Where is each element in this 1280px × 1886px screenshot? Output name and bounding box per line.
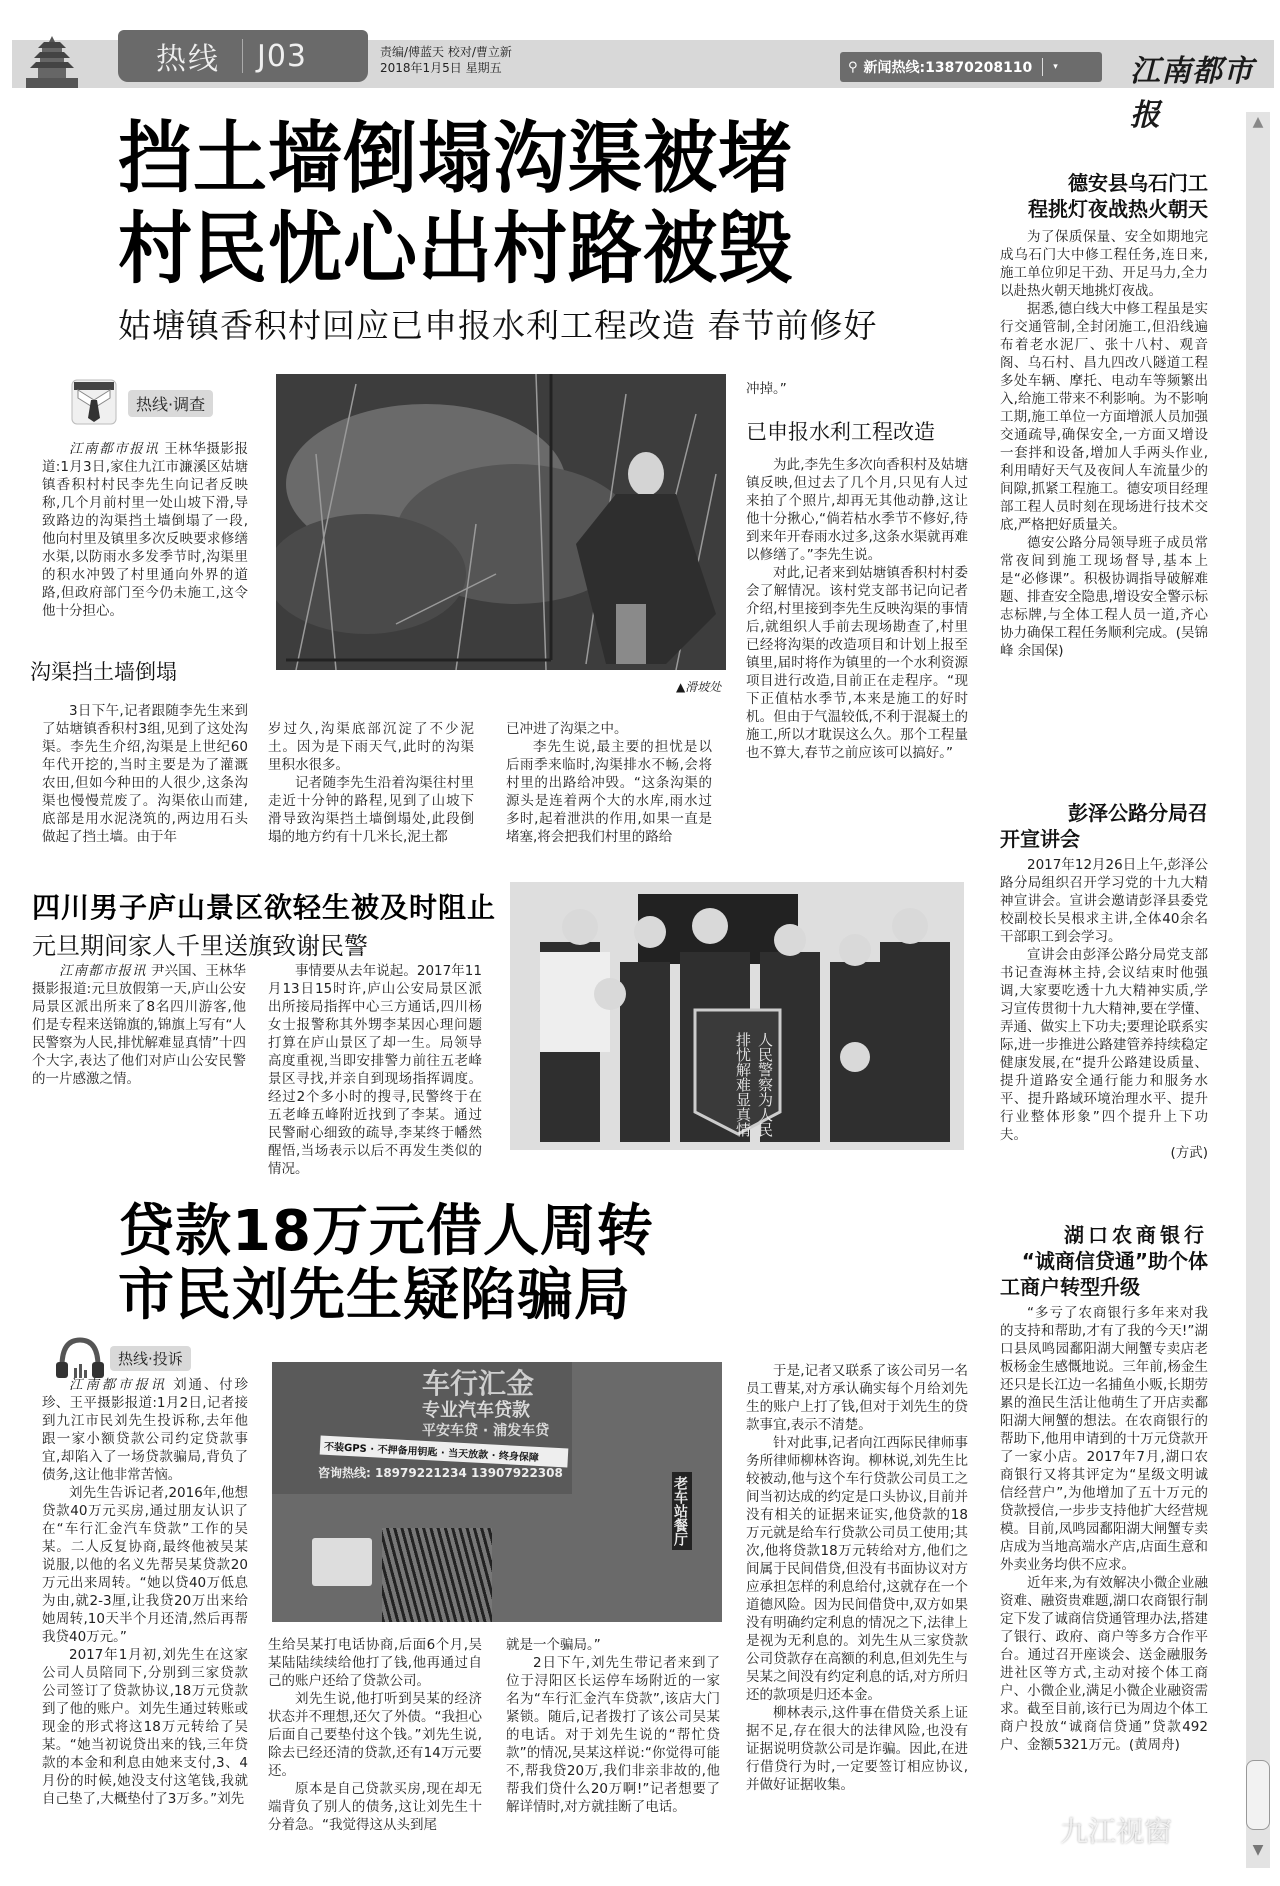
story2-para: 事情要从去年说起。2017年11月13日15时许,庐山公安局景区派出所接局指挥中心三方通话,四川杨女士报警称其外甥李某因心理问题打算在庐山景区了却一生。局领导高度重视,当即安排警力前往五老峰景区寻找,并亲自到现场指挥调度。经过2个多小时的搜寻,民警终于在五老峰五峰附近找到了李某。通过民警耐心细致的疏导,李某终于幡然醒悟,当场表示以后不再发生类似的情况。 — [268, 963, 482, 1177]
story1-para: 对此,记者来到姑塘镇香积村村委会了解情况。该村党支部书记向记者介绍,村里接到李先生反映沟渠的事情后,就组织人手前去现场勘查了,村里已经将沟渠的改造项目和计划上报至镇里,届时将作为镇里的一个水利资源项目进行改造,目前正在走程序。“现下正值枯水季节,本来是施工的好时机。但由于气温较低,不利于混凝土的施工,所以才耽误这么久。那个工程量也不算大,春节之前应该可以搞好。” — [746, 565, 968, 761]
sidebar-story3-title — [1000, 1222, 1208, 1300]
story1-col1 — [42, 702, 248, 846]
story2-subheadline: 元旦期间家人千里送旗致谢民警 — [32, 932, 368, 960]
story1-subheadline: 姑塘镇香积村回应已申报水利工程改造 春节前修好 — [118, 306, 878, 345]
newspaper-logo: 江南都市报 — [1130, 54, 1254, 133]
watermark: 九江视窗 — [1060, 1815, 1173, 1848]
sidebar-para: 为了保质保量、安全如期地完成乌石门大中修工程任务,连日来,施工单位卯足干劲、开足马力,全力以赴热火朝天地挑灯夜战。 — [1000, 229, 1208, 299]
sidebar-story1-body — [1000, 228, 1208, 660]
landslide-photo-graphic — [276, 374, 726, 670]
story1-lead-text: 王林华摄影报道:1月3日,家住九江市濂溪区姑塘镇香积村村民李先生向记者反映称,几个月前村里一处山坡下滑,导致路边的沟渠挡土墙倒塌了一段,他向村里及镇里多次反映要求修缮水渠,以防雨水多发季节时,沟渠里的积水冲毁了村里通向外界的道路,但政府部门至今仍未施工,这令他十分担心。 — [42, 441, 249, 619]
sidebar-story3-body — [1000, 1304, 1208, 1754]
sidebar-para: 德安公路分局领导班子成员常常夜间到施工现场督导,基本上是“必修课”。积极协调指导破解难题、排查安全隐患,增设安全警示标志标牌,与全体工程人员一道,齐心协力确保工程任务顺利完成。(吴锦峰 余国保) — [1000, 535, 1208, 659]
ac-unit — [312, 1538, 372, 1586]
story3-para: 针对此事,记者向江西际民律师事务所律师柳林咨询。柳林说,刘先生比较被动,他与这个车行贷款公司员工之间当初达成的约定是口头协议,目前并没有相关的证据来证实,他贷款的18万元就是给车行贷款公司员工使用;其次,他将贷款18万元转给对方,他们之间属于民间借贷,但没有书面协议对方应承担怎样的利息给付,这就存在一个道德风险。因为民间借贷中,双方如果没有明确约定利息的情况之下,法律上是视为无利息的。刘先生从三家贷款公司贷款存在高额的利息,但刘先生与吴某之间没有约定利息的话,对方所归还的款项是归还本金。 — [746, 1435, 968, 1703]
story3-para: 2日下午,刘先生带记者来到了位于浔阳区长运停车场附近的一家名为“车行汇金汽车贷款”,该店大门紧锁。随后,记者拨打了该公司吴某的电话。对于刘先生说的“帮忙贷款”的情况,吴某这样说:“你觉得可能不,帮我贷20万,我们非亲非故的,他帮我们贷什么20万啊!”记者想要了解详情时,对方就挂断了电话。 — [506, 1655, 720, 1815]
section-tab[interactable] — [118, 30, 368, 82]
story3-para: 柳林表示,这件事在借贷关系上证据不足,存在很大的法律风险,也没有证据说明贷款公司是诈骗。因此,在进行借贷行为时,一定要签订相应协议,并做好证据收集。 — [746, 1705, 968, 1793]
story3-col1 — [42, 1376, 248, 1808]
story1-headline-line2: 村民忧心出村路被毁 — [118, 204, 793, 295]
story1-section2-title: 已申报水利工程改造 — [746, 420, 935, 444]
story3-category-badge: 热线·投诉 — [110, 1346, 191, 1371]
story3-col4 — [746, 1362, 968, 1794]
story1-para: 已冲进了沟渠之中。 — [506, 721, 628, 737]
sign-phone: 咨询热线: 18979221234 13907922308 — [318, 1466, 563, 1480]
sign-line2: 平安车贷 · 浦发车贷 — [422, 1423, 550, 1439]
scroll-up-icon[interactable]: ▲ — [1252, 114, 1264, 130]
story1-byline: 江南都市报讯 — [69, 441, 160, 457]
story1-lead — [42, 440, 248, 620]
story1-headline — [118, 114, 793, 295]
story1-section1-title: 沟渠挡土墙倒塌 — [30, 660, 177, 684]
sidebar-para: “多亏了农商银行多年来对我的支持和帮助,才有了我的今天!”湖口县凤鸣园鄱阳湖大闸蟹专卖店老板杨金生感慨地说。三年前,杨金生还只是长江边一名捕鱼小贩,长期劳累的渔民生活让他萌生了开店卖鄱阳湖大闸蟹的想法。在农商银行的帮助下,他用申请到的十万元贷款开了一家小店。2017年7月,湖口农商银行又将其评定为“星级文明诚信经营户”,为他增加了五十万元的贷款授信,一步步支持他扩大经营规模。目前,凤鸣园鄱阳湖大闸蟹专卖店成为当地高端水产店,店面生意和外卖业务均供不应求。 — [1000, 1305, 1208, 1573]
sign-brand: 车行汇金 — [422, 1367, 535, 1400]
sign-line1: 专业汽车贷款 — [422, 1400, 530, 1421]
story3-para: 原本是自己贷款买房,现在却无端背负了别人的债务,这让刘先生十分着急。“我觉得这从头到尾 — [268, 1781, 482, 1833]
section-name: 热线 — [156, 42, 220, 77]
story1-col3 — [506, 720, 712, 846]
story1-col4-body — [746, 456, 968, 762]
scroll-down-icon[interactable]: ▼ — [1252, 1842, 1264, 1858]
security-gate — [382, 1528, 492, 1622]
headphones-icon — [54, 1336, 106, 1380]
story1-col4 — [746, 380, 968, 398]
story3-para: 刘先生说,他打听到吴某的经济状态并不理想,还欠了外债。“我担心后面自己要垫付这个钱。”刘先生说,除去已经还清的贷款,还有14万元要还。 — [268, 1691, 482, 1779]
story3-headline — [118, 1200, 654, 1328]
story1-para: 李先生说,最主要的担忧是以后雨季来临时,沟渠排水不畅,会将村里的出路给冲毁。“这条沟渠的源头是连着两个大的水库,雨水过多时,起着泄洪的作用,如果一直是堵塞,将会把我们村里的路给 — [506, 739, 712, 845]
sidebar-para: 宣讲会由彭泽公路分局党支部书记查海林主持,会议结束时他强调,大家要吃透十九大精神实质,学习宣传贯彻十九大精神,要在学懂、弄通、做实上下功夫;要理论联系实际,进一步推进公路建管养持续稳定健康发展,在“提升公路建设质量、提升道路安全通行能力和服务水平、提升路域环境治理水平、提升行业整体形象”四个提升上下功夫。 — [1000, 947, 1208, 1143]
story3-para: 2017年1月初,刘先生在这家公司人员陪同下,分别到三家贷款公司签订了贷款协议,18万元贷款到了他的账户。刘先生通过转账或现金的形式将这18万元转给了吴某。“她当初说贷出来的钱,三年贷款的本金和利息由她来支付,3、4月份的时候,她没支付这笔钱,我就自己垫了,大概垫付了3万多。”刘先 — [42, 1647, 248, 1807]
page-number: J03 — [257, 38, 308, 74]
issue-date: 2018年1月5日 星期五 — [380, 61, 502, 75]
sidebar-para: 近年来,为有效解决小微企业融资难、融资贵难题,湖口农商银行制定下发了诚商信贷通管理办法,搭建了银行、政府、商户等多方合作平台。通过召开座谈会、送金融服务进社区等方式,主动对接个体工商户、小微企业,满足小微企业融资需求。截至目前,该行已为周边个体工商户投放“诚商信贷通”贷款492户、金额5321万元。(黄周舟) — [1000, 1575, 1208, 1753]
chevron-down-icon[interactable]: ▾ — [1053, 62, 1058, 72]
story1-headline-line1: 挡土墙倒塌沟渠被堵 — [118, 113, 793, 204]
story3-headline-line1: 贷款18万元借人周转 — [118, 1199, 654, 1264]
title-line: “诚商信贷通”助个体 — [1021, 1249, 1208, 1273]
sidebar-story2-body — [1000, 856, 1208, 1162]
vertical-scrollbar[interactable] — [1246, 112, 1270, 1868]
story1-para: 冲掉。” — [746, 381, 787, 397]
tab-divider — [242, 39, 243, 73]
credits — [380, 44, 512, 76]
search-icon: ⚲ — [848, 59, 858, 75]
necktie-icon — [70, 378, 118, 426]
side-sign: 老车站餐厅 — [672, 1472, 692, 1550]
story1-photo-landslide — [276, 374, 726, 670]
story3-byline: 江南都市报讯 — [69, 1377, 168, 1393]
story1-photo-caption: ▲滑坡处 — [676, 680, 722, 694]
story3-col2 — [268, 1636, 482, 1834]
story1-para: 岁过久,沟渠底部沉淀了不少泥土。因为是下雨天气,此时的沟渠里积水很多。 — [268, 721, 474, 773]
story3-para: 就是一个骗局。” — [506, 1637, 601, 1653]
story2-photo-group — [510, 882, 964, 1150]
story2-col1 — [32, 962, 246, 1088]
title-line: 工商户转型升级 — [1000, 1275, 1140, 1299]
story2-byline: 江南都市报讯 — [59, 963, 147, 979]
sidebar-para: 据悉,德白线大中修工程虽是实行交通管制,全封闭施工,但沿线遍布着老水泥厂、张十八村、观音阁、乌石村、昌九四改八隧道工程多处车辆、摩托、电动车等频繁出入,给施工带来不利影响。为不影响工期,施工单位一方面增派人员加强交通疏导,确保安全,一方面又增设一套拌和设备,增加人手两头作业,利用晴好天气及夜间人车流量少的间隙,抓紧工程施工。德安项目经理部工程人员时刻在现场进行技术交底,严格把好质量关。 — [1000, 301, 1208, 533]
title-line: 彭泽公路分局召 — [1068, 801, 1208, 825]
story3-para: 于是,记者又联系了该公司另一名员工曹某,对方承认确实每个月给刘先生的账户上打了钱,但对于刘先生的贷款事宜,表示不清楚。 — [746, 1363, 968, 1433]
sidebar-story1-title — [1000, 170, 1208, 222]
title-line: 程挑灯夜战热火朝天 — [1028, 197, 1208, 221]
sign-line3: 不装GPS · 不押备用钥匙 · 当天放款 · 终身保障 — [320, 1436, 569, 1468]
story1-category-badge: 热线·调查 — [128, 390, 213, 417]
story1-para: 记者随李先生沿着沟渠往村里走近十分钟的路程,见到了山坡下滑导致沟渠挡土墙倒塌处,此段倒塌的地方约有十几米长,泥土都 — [268, 775, 474, 845]
sidebar-story-pengze — [1000, 800, 1208, 1162]
sidebar-story-dean — [1000, 170, 1208, 660]
story3-col3 — [506, 1636, 720, 1816]
scrollbar-thumb[interactable] — [1246, 1760, 1270, 1830]
title-line: 德安县乌石门工 — [1068, 171, 1208, 195]
story1-col2 — [268, 720, 474, 846]
hotline-divider — [1042, 58, 1043, 76]
story1-para: 为此,李先生多次向香积村及姑塘镇反映,但过去了几个月,只见有人过来拍了个照片,却再无其他动静,这让他十分揪心,“倘若枯水季节不修好,待到来年开春雨水过多,这条水渠就再难以修缮了。”李先生说。 — [746, 457, 968, 563]
story1-para: 3日下午,记者跟随李先生来到了姑塘镇香积村3组,见到了这处沟渠。李先生介绍,沟渠是上世纪60年代开挖的,当时主要是为了灌溉农田,但如今种田的人很少,这条沟渠也慢慢荒废了。沟渠依山而建,底部是用水泥浇筑的,两边用石头做起了挡土墙。由于年 — [42, 703, 248, 845]
story3-photo-storefront — [272, 1362, 722, 1622]
story3-para: 生给吴某打电话协商,后面6个月,吴某陆陆续续给他打了钱,他再通过自己的账户还给了贷款公司。 — [268, 1637, 482, 1689]
story2-para: 尹兴国、王林华摄影报道:元旦放假第一天,庐山公安局景区派出所来了8名四川游客,他们是专程来送锦旗的,锦旗上写有“人民警察为人民,排忧解难显真情”十四个大字,表达了他们对庐山公安民警的一片感激之情。 — [32, 963, 247, 1087]
story3-headline-line2: 市民刘先生疑陷骗局 — [118, 1263, 631, 1328]
title-line: 开宣讲会 — [1000, 827, 1080, 851]
banner-text: 人民警察为人民 排忧解难显真情 — [734, 1032, 774, 1137]
sidebar-author: (方武) — [1170, 1145, 1208, 1161]
hotline-box[interactable] — [840, 52, 1102, 82]
story3-para: 刘先生告诉记者,2016年,他想贷款40万元买房,通过朋友认识了在“车行汇金汽车贷款”工作的吴某。二人反复协商,最终他被吴某说服,以他的名义先帮吴某贷款20万元出来周转。“她以贷40万低息为由,就2-3厘,让我贷20万出来给她周转,10天半个月还清,然后再帮我贷40万元。” — [42, 1485, 248, 1645]
hotline-label: 新闻热线:13870208110 — [863, 60, 1033, 76]
story2-headline: 四川男子庐山景区欲轻生被及时阻止 — [32, 891, 497, 924]
pagoda-logo-icon — [12, 34, 92, 88]
story3-para: 刘通、付珍珍、王平摄影报道:1月2日,记者接到九江市民刘先生投诉称,去年他跟一家小额贷款公司约定贷款事宜,却陷入了一场贷款骗局,背负了债务,这让他非常苦恼。 — [42, 1377, 249, 1483]
editor-credits: 责编/傅蓝天 校对/曹立新 — [380, 45, 512, 59]
title-line: 湖口农商银行 — [1064, 1223, 1208, 1247]
sidebar-story2-title — [1000, 800, 1208, 852]
sidebar-para: 2017年12月26日上午,彭泽公路分局组织召开学习党的十九大精神宣讲会。宣讲会邀请彭泽县委党校副校长吴根求主讲,全体40余名干部职工到会学习。 — [1000, 857, 1209, 945]
sidebar-story-hukou — [1000, 1222, 1208, 1754]
story2-col2 — [268, 962, 482, 1178]
